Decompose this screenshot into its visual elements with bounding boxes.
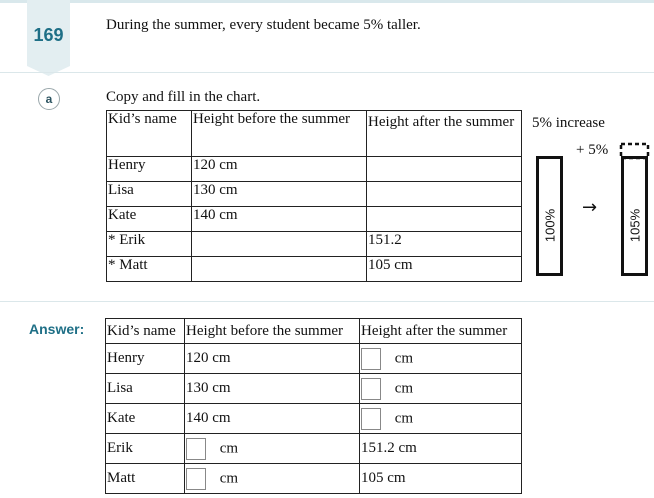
bar-105-extension: [619, 142, 650, 160]
answer-input[interactable]: [186, 438, 206, 460]
cell-before: 120 cm: [192, 157, 367, 182]
header-after: Height after the summer: [367, 111, 522, 157]
answer-name: Kate: [106, 404, 185, 434]
cell-after: [367, 182, 522, 207]
answer-label: Answer:: [29, 321, 85, 337]
answer-table: [105, 318, 522, 494]
answer-before: 140 cm: [185, 404, 360, 434]
arrow-icon: →: [582, 197, 598, 218]
diagram-title: 5% increase: [532, 115, 605, 131]
answer-after: 151.2 cm: [360, 434, 522, 464]
answer-before-cell: [185, 464, 360, 494]
unit-label: cm: [394, 349, 414, 366]
answer-after-cell: [360, 374, 522, 404]
header-name: Kid’s name: [107, 111, 192, 157]
table-row: [107, 182, 522, 207]
cell-before: [192, 232, 367, 257]
bar-100-label: 100%: [542, 208, 558, 243]
table-row: [106, 434, 522, 464]
cell-name: * Erik: [107, 232, 192, 257]
answer-after-cell: [360, 404, 522, 434]
header-before: Height before the summer: [192, 111, 367, 157]
table-row: [106, 344, 522, 374]
answer-before: 120 cm: [185, 344, 360, 374]
answer-after-cell: [360, 344, 522, 374]
part-a-instruction: Copy and fill in the chart.: [106, 89, 261, 105]
answer-name: Matt: [106, 464, 185, 494]
table-row: [107, 232, 522, 257]
unit-label: cm: [394, 379, 414, 396]
answer-header-name: Kid’s name: [106, 319, 185, 344]
answer-after: 105 cm: [360, 464, 522, 494]
table-row: [107, 207, 522, 232]
unit-label: cm: [219, 469, 239, 486]
cell-name: * Matt: [107, 257, 192, 282]
cell-before: 130 cm: [192, 182, 367, 207]
problem-number: 169: [33, 25, 64, 45]
answer-header-row: [106, 319, 522, 344]
answer-header-after: Height after the summer: [360, 319, 522, 344]
unit-label: cm: [394, 409, 414, 426]
cell-before: 140 cm: [192, 207, 367, 232]
answer-input[interactable]: [361, 408, 381, 430]
answer-name: Henry: [106, 344, 185, 374]
problem-text: During the summer, every student became 5% taller.: [106, 17, 421, 33]
top-border: [0, 0, 654, 3]
answer-before: 130 cm: [185, 374, 360, 404]
table-row: [106, 464, 522, 494]
cell-name: Kate: [107, 207, 192, 232]
divider-top: [0, 72, 654, 73]
cell-name: Henry: [107, 157, 192, 182]
cell-name: Lisa: [107, 182, 192, 207]
cell-after: [367, 157, 522, 182]
answer-input[interactable]: [361, 348, 381, 370]
cell-after: [367, 207, 522, 232]
question-table: [106, 110, 522, 282]
divider-answer: [0, 301, 654, 302]
part-a-label: a: [38, 88, 60, 110]
table-header-row: [107, 111, 522, 157]
cell-after: 105 cm: [367, 257, 522, 282]
table-row: [106, 404, 522, 434]
table-row: [107, 157, 522, 182]
answer-header-before: Height before the summer: [185, 319, 360, 344]
answer-input[interactable]: [186, 468, 206, 490]
answer-before-cell: [185, 434, 360, 464]
diagram-plus-label: + 5%: [576, 142, 609, 158]
bar-105-label: 105%: [627, 208, 643, 243]
cell-before: [192, 257, 367, 282]
answer-input[interactable]: [361, 378, 381, 400]
answer-name: Lisa: [106, 374, 185, 404]
table-row: [106, 374, 522, 404]
unit-label: cm: [219, 439, 239, 456]
answer-name: Erik: [106, 434, 185, 464]
cell-after: 151.2: [367, 232, 522, 257]
table-row: [107, 257, 522, 282]
